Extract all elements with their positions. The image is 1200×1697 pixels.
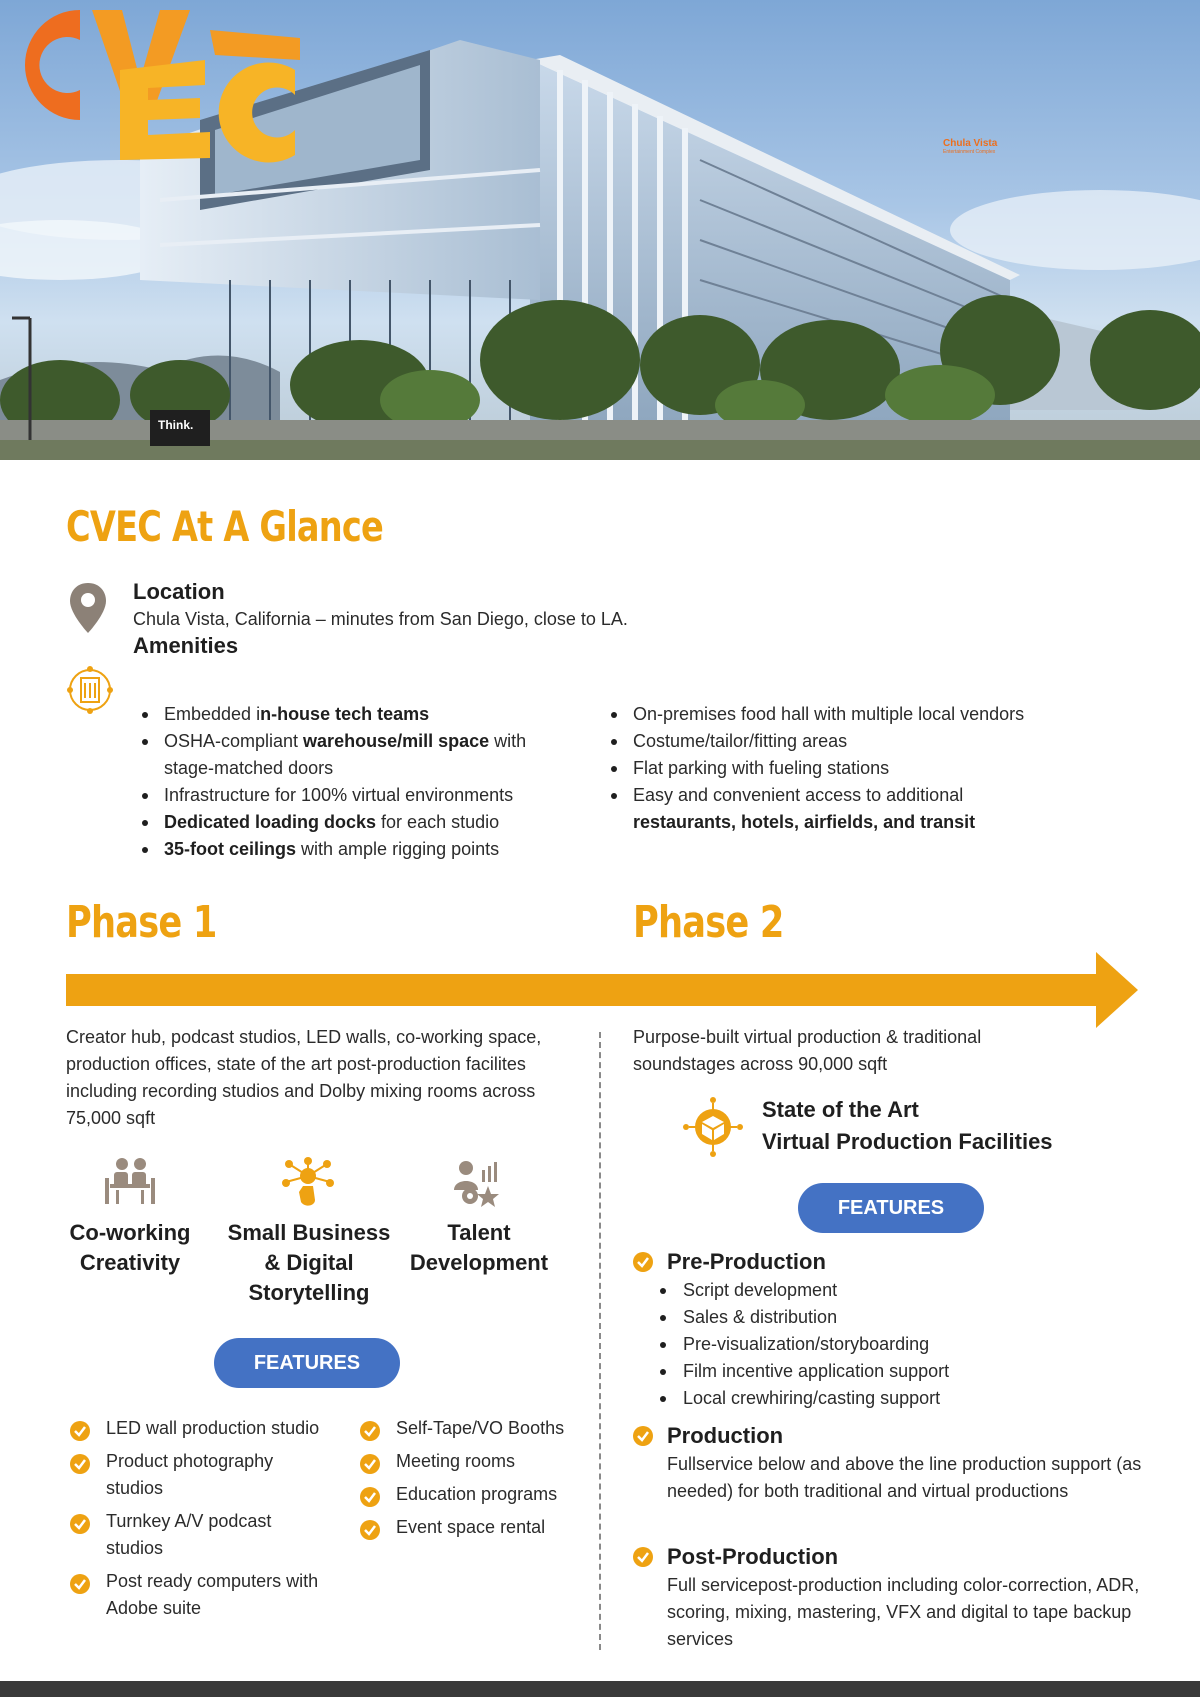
timeline-arrow — [66, 952, 1138, 1028]
list-item: LED wall production studio — [66, 1415, 326, 1442]
post-production-heading: Post-Production — [667, 1544, 839, 1569]
phase2-title: Phase 2 — [633, 897, 784, 948]
list-item: Pre-visualization/storyboarding — [633, 1331, 1153, 1358]
list-item: Product photography studios — [66, 1448, 326, 1502]
location-label: Location — [133, 579, 225, 604]
cvec-logo — [0, 0, 310, 170]
list-item: Post ready computers with Adobe suite — [66, 1568, 326, 1622]
check-icon — [360, 1421, 380, 1441]
facility-title-line1: State of the Art — [762, 1097, 919, 1122]
phase1-features-badge: FEATURES — [214, 1338, 400, 1388]
icon-label-coworking: Co-working Creativity — [69, 1220, 191, 1275]
check-icon — [70, 1514, 90, 1534]
amenities-list-right — [603, 701, 1063, 836]
amenities-label: Amenities — [133, 633, 239, 658]
list-item: Film incentive application support — [633, 1358, 1153, 1385]
facility-title — [762, 1094, 1053, 1158]
pre-production-heading: Pre-Production — [667, 1249, 826, 1274]
glance-title: CVEC At A Glance — [66, 502, 384, 551]
pre-production-section — [633, 1247, 1153, 1412]
pre-production-list — [633, 1277, 1153, 1412]
phase1-features-left — [66, 1415, 326, 1628]
list-item: Event space rental — [356, 1514, 576, 1541]
footer-bar — [0, 1681, 1200, 1697]
logo-subtitle-small: Entertainment Complex — [943, 149, 996, 155]
post-production-text: Full servicepost-production including color-correction, ADR, scoring, mixing, mastering, VFX and digital to tape backup services — [667, 1575, 1140, 1649]
check-icon — [633, 1426, 653, 1446]
post-production-section — [633, 1542, 1153, 1653]
production-text: Fullservice below and above the line production support (as needed) for both traditional and virtual productions — [667, 1454, 1142, 1501]
list-item: Flat parking with fueling stations — [603, 755, 1063, 782]
phase2-features-badge: FEATURES — [798, 1183, 984, 1233]
list-item: Dedicated loading docks for each studio — [134, 809, 574, 836]
phase-divider — [599, 1032, 601, 1650]
check-icon — [70, 1574, 90, 1594]
icon-label-talent: Talent Development — [409, 1220, 549, 1275]
check-icon — [360, 1454, 380, 1474]
list-item: OSHA-compliant warehouse/mill space with stage-matched doors — [134, 728, 574, 782]
building-amenities-icon — [66, 664, 114, 716]
list-item: Script development — [633, 1277, 1153, 1304]
list-item: On-premises food hall with multiple local vendors — [603, 701, 1063, 728]
production-heading: Production — [667, 1423, 784, 1448]
check-icon — [360, 1520, 380, 1540]
location-pin-icon — [68, 581, 108, 635]
check-icon — [70, 1454, 90, 1474]
list-item: Costume/tailor/fitting areas — [603, 728, 1063, 755]
production-section — [633, 1421, 1153, 1505]
list-item: Self-Tape/VO Booths — [356, 1415, 576, 1442]
icon-label-small-business: Small Business & Digital Storytelling — [227, 1220, 391, 1305]
list-item: Education programs — [356, 1481, 576, 1508]
list-item: Turnkey A/V podcast studios — [66, 1508, 326, 1562]
phase1-title: Phase 1 — [66, 897, 217, 948]
list-item: Infrastructure for 100% virtual environments — [134, 782, 574, 809]
facility-title-line2: Virtual Production Facilities — [762, 1129, 1053, 1154]
list-item: Embedded in-house tech teams — [134, 701, 574, 728]
phase1-description: Creator hub, podcast studios, LED walls, co-working space, production offices, state of the art post-production facilites including recording studios and Dolby mixing rooms across 75,000 sqft — [66, 1027, 542, 1128]
list-item: Meeting rooms — [356, 1448, 576, 1475]
check-icon — [633, 1252, 653, 1272]
amenities-list-left — [134, 701, 574, 863]
check-icon — [360, 1487, 380, 1507]
virtual-production-icon — [682, 1096, 744, 1158]
talent-icon — [452, 1158, 502, 1208]
hero-image — [0, 0, 1200, 460]
list-item: 35-foot ceilings with ample rigging points — [134, 836, 574, 863]
idea-hand-icon — [281, 1156, 335, 1210]
check-icon — [633, 1547, 653, 1567]
list-item: Easy and convenient access to additional restaurants, hotels, airfields, and transit — [603, 782, 1063, 836]
sign-text: Think. — [158, 418, 194, 432]
location-text: Chula Vista, California – minutes from San Diego, close to LA. — [133, 609, 628, 629]
phase1-features-right — [356, 1415, 576, 1547]
list-item: Local crewhiring/casting support — [633, 1385, 1153, 1412]
phase2-description: Purpose-built virtual production & traditional soundstages across 90,000 sqft — [633, 1027, 982, 1074]
logo-subtitle: Chula Vista — [943, 138, 998, 149]
check-icon — [70, 1421, 90, 1441]
list-item: Sales & distribution — [633, 1304, 1153, 1331]
coworking-icon — [102, 1156, 158, 1208]
